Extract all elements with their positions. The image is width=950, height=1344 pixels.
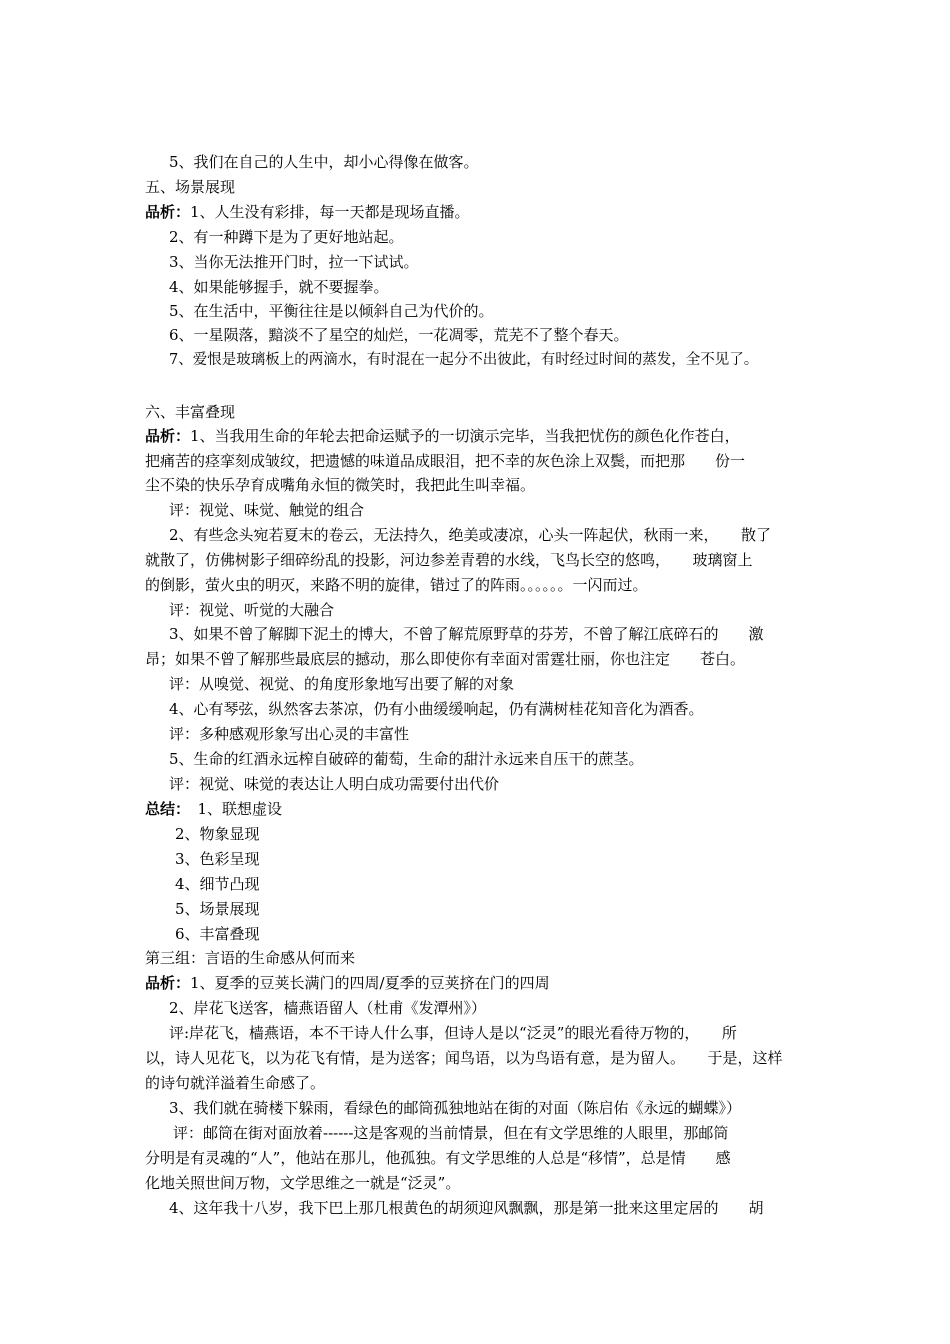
comment-line: 评：视觉、味觉的表达让人明白成功需要付出代价 (169, 775, 500, 793)
summary-item: 4、细节凸现 (175, 875, 260, 893)
text-line: 3、当你无法推开门时，拉一下试试。 (169, 253, 419, 271)
text-line: 5、在生活中，平衡往往是以倾斜自己为代价的。 (169, 302, 494, 320)
summary-item: 6、丰富叠现 (175, 925, 260, 943)
comment-line: 评:岸花飞，樯燕语，本不干诗人什么事，但诗人是以“泛灵”的眼光看待万物的， 所 (169, 1024, 737, 1042)
text-line: 的倒影，萤火虫的明灭，来路不明的旋律，错过了的阵雨。。。。。。一闪而过。 (145, 576, 648, 594)
summary-heading: 总结： 1、联想虚设 (145, 800, 283, 818)
text-line: 6、一星陨落，黯淡不了星空的灿烂，一花凋零，荒芜不了整个春天。 (169, 326, 629, 344)
comment-line: 评：邮筒在街对面放着------这是客观的当前情景，但在有文学思维的人眼里，那邮筒 (173, 1124, 729, 1142)
text-line: 2、有些念头宛若夏末的卷云，无法持久，绝美或凄凉，心头一阵起伏，秋雨一来， 散了 (169, 526, 772, 544)
text-line: 分明是有灵魂的“人”，他站在那儿，他孤独。有文学思维的人总是“移情”，总是情 感 (145, 1149, 731, 1167)
text-line: 就散了，仿佛树影子细碎纷乱的投影，河边参差青碧的水线，飞鸟长空的悠鸣， 玻璃窗上 (145, 551, 753, 569)
text-line: 把痛苦的痉挛刻成皱纹，把遗憾的味道品成眼泪，把不幸的灰色涂上双鬓，而把那 份一 (145, 452, 746, 470)
text-line: 4、心有琴弦，纵然客去茶凉，仍有小曲缓缓响起，仍有满树桂花知音化为酒香。 (169, 700, 704, 718)
comment-line: 评：多种感观形象写出心灵的丰富性 (169, 725, 410, 743)
text-line: 2、岸花飞送客，樯燕语留人（杜甫《发潭州》） (169, 999, 487, 1017)
comment-line: 评：视觉、听觉的大融合 (169, 601, 335, 619)
section-heading: 五、场景展现 (145, 178, 236, 196)
text-line: 品析：1、当我用生命的年轮去把命运赋予的一切演示完毕，当我把忧伤的颜色化作苍白， (145, 427, 740, 445)
text-line: 尘不染的快乐孕育成嘴角永恒的微笑时，我把此生叫幸福。 (145, 476, 536, 494)
summary-item: 2、物象显现 (175, 825, 260, 843)
text-line: 2、有一种蹲下是为了更好地站起。 (169, 228, 404, 246)
text-line: 昂；如果不曾了解那些最底层的撼动，那么即使你有幸面对雷霆壮丽，你也注定 苍白。 (145, 650, 746, 668)
comment-line: 评：从嗅觉、视觉、的角度形象地写出要了解的对象 (169, 675, 515, 693)
text-line: 7、爱恨是玻璃板上的两滴水，有时混在一起分不出彼此，有时经过时间的蒸发，全不见了。 (169, 352, 759, 368)
text-line: 4、这年我十八岁，我下巴上那几根黄色的胡须迎风飘飘，那是第一批来这里定居的 胡 (169, 1199, 764, 1217)
section-heading: 第三组：言语的生命感从何而来 (145, 949, 356, 967)
text-line: 的诗句就洋溢着生命感了。 (145, 1074, 326, 1092)
text-line: 5、我们在自己的人生中，却小心得像在做客。 (169, 153, 479, 171)
text-line: 以，诗人见花飞，以为花飞有情，是为送客；闻鸟语，以为鸟语有意，是为留人。 于是，这样 (145, 1049, 783, 1067)
summary-item: 5、场景展现 (175, 900, 260, 918)
text-line: 3、我们就在骑楼下躲雨，看绿色的邮筒孤独地站在街的对面（陈启佑《永远的蝴蝶》） (169, 1099, 742, 1117)
section-heading: 六、丰富叠现 (145, 403, 236, 421)
text-line: 品析：1、人生没有彩排，每一天都是现场直播。 (145, 203, 470, 221)
text-line: 3、如果不曾了解脚下泥土的博大，不曾了解荒原野草的芬芳，不曾了解江底碎石的 激 (169, 625, 764, 643)
text-line: 4、如果能够握手，就不要握拳。 (169, 278, 389, 296)
summary-item: 3、色彩呈现 (175, 850, 260, 868)
text-line: 品析：1、夏季的豆荚长满门的四周/夏季的豆荚挤在门的四周 (145, 974, 550, 992)
comment-line: 评：视觉、味觉、触觉的组合 (169, 501, 365, 519)
text-line: 化地关照世间万物，文学思维之一就是“泛灵”。 (145, 1174, 461, 1192)
text-line: 5、生命的红酒永远榨自破碎的葡萄，生命的甜汁永远来自压干的蔗茎。 (169, 750, 644, 768)
